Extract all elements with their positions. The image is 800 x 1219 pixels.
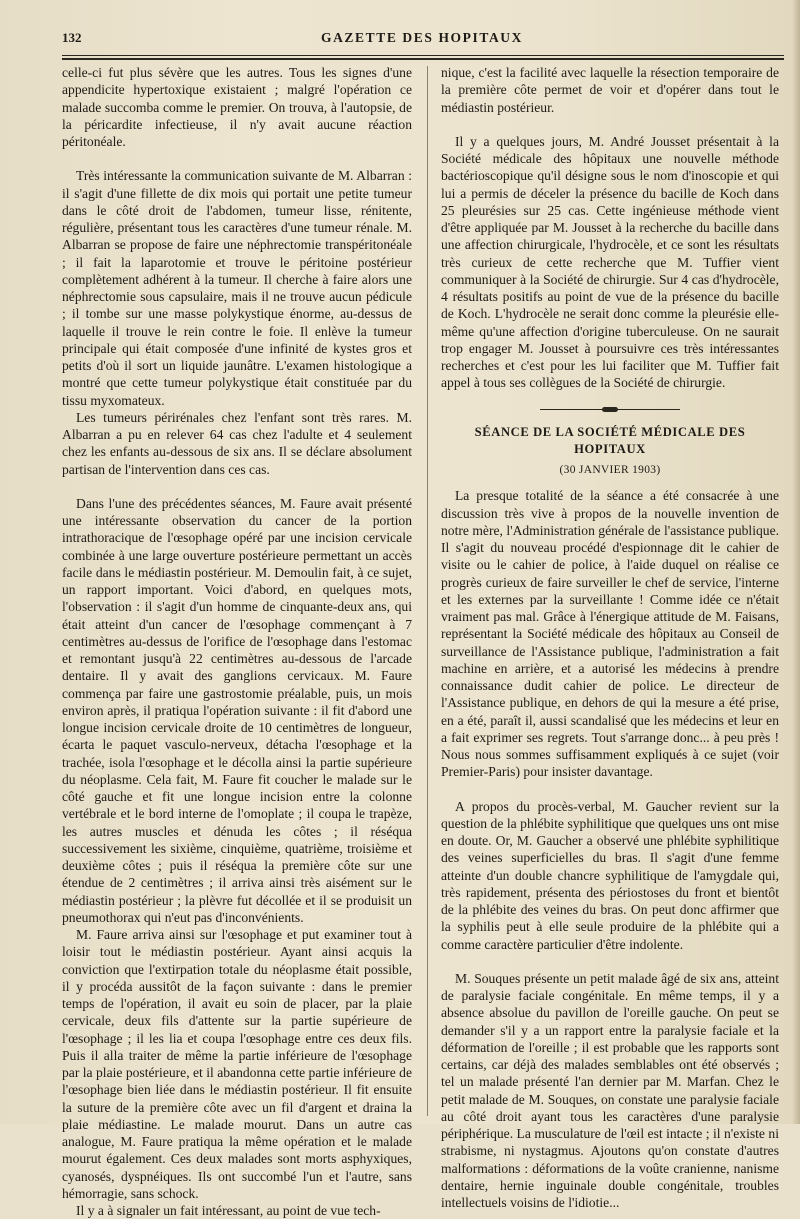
section-date: (30 JANVIER 1903) <box>559 464 661 476</box>
paragraph: Très intéressante la communication suivante de M. Albarran : il s'agit d'une fillette de dix mois qui portait une petite tumeur dans le côté droit de l'abdomen, tumeur lisse, rénitente, régulière, présentant tous les caractères d'une tumeur rénale. M. Albarran se propose de faire une néphrectomie transpéritonéale ; il fait la laparotomie et trouve le péritoine postérieur complètement adhérent à la tumeur. Il cherche à faire alors une néphrectomie sous capsulaire, mais il ne trouve aucun pédicule ; il tombe sur une masse polykystique énorme, au-dessus de laquelle il trouve le rein contre le foie. Il enlève la tumeur principale qui était composée d'une infinité de kystes gros et petits d'où il sort un liquide jaunâtre. L'examen histologique a montré que cette tumeur polykystique était constituée par du tissu myxomateux. <box>62 168 412 408</box>
page-edge-shadow <box>792 0 800 1124</box>
paragraph: M. Souques présente un petit malade âgé de six ans, atteint de paralysie faciale congénitale. En même temps, il y a absence absolue du pavillon de l'oreille gauche. On peut se demander s'il y a un rapport entre la paralysie faciale et la déformation de l'oreille ; il est probable que les rapports sont certains, car déjà des malades semblables ont été observés ; tel un malade présenté l'an dernier par M. Marfan. Chez le petit malade de M. Souques, on constate une paralysie faciale au côté droit ayant tous les caractères d'une paralysie périphérique. La musculature de l'œil est intacte ; il n'existe ni strabisme, ni nystagmus. Ajoutons qu'on constate d'autres malformations : déformations de la voûte cranienne, nanisme dentaire, hernie inguinale double congénitale, troubles intellectuels voisins de l'idiotie... <box>441 970 779 1210</box>
paragraph: nique, c'est la facilité avec laquelle la résection temporaire de la première côte permet de voir et d'opérer dans tout le médiastin postérieur. <box>441 65 779 115</box>
paragraph: Dans l'une des précédentes séances, M. Faure avait présenté une intéressante observation du cancer de la portion intrathoracique de l'œsophage opéré par une incision cervicale combinée à une large ouverture postérieure permettant un accès facile dans le médiastin postérieur. M. Demoulin fait, à ce sujet, un rapport important. Voici d'abord, en quelques mots, l'observation : il s'agit d'un homme de cinquante-deux ans, qui était atteint d'un cancer de l'œsophage commençant à 7 centimètres au-dessus de l'orifice de l'œsophage dans l'estomac et remontant jusqu'à 22 centimètres au-dessous de l'arcade dentaire. Il y avait des ganglions cervicaux. M. Faure commença par faire une gastrostomie préalable, puis, un mois environ après, il pratiqua l'opération suivante : il fit d'abord une longue incision cervicale droite de 10 centimètres de longueur, écarta le paquet vasculo-nerveux, détacha l'œsophage et la trachée, isola l'œsophage et le décolla ainsi la partie supérieure du néoplasme. Cela fait, M. Faure fit coucher le malade sur le côté gauche et fit une longue incision entre la colonne vertébrale et le bord interne de l'omoplate ; il coupa le trapèze, les autres muscles et dénuda les côtes ; il réséqua successivement les sixième, cinquième, quatrième, troisième et deuxième côtes ; puis il réséqua la première côte sur une étendue de 2 centimètres ; il arriva ainsi très aisément sur le médiastin postérieur ; la plèvre fut décollée et il se produisit un pneumothorax qui n'eut pas d'inconvénients. <box>62 495 412 925</box>
paragraph: Les tumeurs périrénales chez l'enfant sont très rares. M. Albarran a pu en relever 64 cas chez l'adulte et 4 seulement chez les enfants au-dessous de six ans. Il se déclare absolument partisan de l'intervention dans ces cas. <box>62 409 412 477</box>
right-paragraph-list-bottom <box>441 487 779 1211</box>
page-number: 132 <box>62 30 82 45</box>
paragraph: A propos du procès-verbal, M. Gaucher revient sur la question de la phlébite syphilitique que quelques uns ont mise en doute. Or, M. Gaucher a observé une phlébite syphilitique des veines superficielles du bras. Il s'agit d'une femme atteinte d'un double chancre syphilitique de l'amygdale qui, très rapidement, présenta des périostoses du front et bientôt de la phlébite des veines du bras. On peut donc affirmer que la syphilis peut à elle seule produire de la phlébite qui a comme caractère particulier d'être indolente. <box>441 798 779 952</box>
header-rule-thick <box>62 58 784 60</box>
right-paragraph-list-top <box>441 64 779 392</box>
page-header <box>62 30 782 50</box>
header-rule <box>62 55 784 56</box>
ornament-dot <box>602 407 618 412</box>
right-column <box>441 64 779 1211</box>
left-paragraph-list <box>62 64 412 1219</box>
paragraph: Il y a quelques jours, M. André Jousset présentait à la Société médicale des hôpitaux une nouvelle méthode bactérioscopique qu'il désigne sous le nom d'inoscopie et qui lui a permis de déceler la présence du bacille de Koch dans 25 pleurésies sur 25 cas. Cette ingénieuse méthode vient d'être appliquée par M. Jousset à la recherche du bacille dans une affection chirurgicale, l'hydrocèle, et ce sont les résultats très curieux de cette recherche que M. Tuffier vient communiquer à la Société de chirurgie. Sur 4 cas d'hydrocèle, 4 résultats positifs au point de vue de la présence du bacille de Koch. L'hydrocèle ne serait donc comme la pleurésie elle-même qu'une affection d'origine tuberculeuse. On ne saurait trop engager M. Jousset à poursuivre ces très intéressantes recherches et c'est pour les lui faciliter que M. Tuffier fait appel à tous ses collègues de la Société de chirurgie. <box>441 133 779 391</box>
running-title: GAZETTE DES HOPITAUX <box>320 30 524 45</box>
paragraph: La presque totalité de la séance a été consacrée à une discussion très vive à propos de la nouvelle invention de notre mère, l'Administration générale de l'assistance publique. Il s'agit du nouveau procédé d'espionnage dit le cahier de visite ou le cahier de police, à l'aide duquel on réalise ce progrès curieux de faire surveiller le chef de service, l'interne et les externes par la surveillante ! Comme idée ce n'était vraiment pas mal. Grâce à l'énergique attitude de M. Faisans, représentant la Société médicale des hôpitaux au Conseil de surveillance de l'Assistance publique, l'administration a fait machine en arrière, et a autorisé les médecins à prendre connaissance dudit cahier de police. Le directeur de l'Assistance publique, en dehors de qui la mesure a été prise, en a été, paraît il, aussi scandalisé que les médecins et leur en a fait exprimer ses regrets. Tout s'arrange donc... à peu près ! Nous nous sommes suffisamment expliqués à ce sujet (voir Premier-Paris) pour insister davantage. <box>441 488 779 780</box>
column-divider <box>427 66 428 1116</box>
section-title: SÉANCE DE LA SOCIÉTÉ MÉDICALE DES HOPITAUX <box>474 424 746 456</box>
paragraph: celle-ci fut plus sévère que les autres. Tous les signes d'une appendicite hypertoxique existaient ; malgré l'opération ce malade succomba comme le premier. On trouva, à l'autopsie, de la péricardite infectieuse, il n'y avait aucune réaction péritonéale. <box>62 65 412 149</box>
section-ornament <box>540 406 680 414</box>
paragraph: Il y a à signaler un fait intéressant, au point de vue tech- <box>76 1203 381 1218</box>
paragraph: M. Faure arriva ainsi sur l'œsophage et put examiner tout à loisir tout le médiastin postérieur. Ayant ainsi acquis la conviction que l'extirpation totale du néoplasme était possible, il y procéda aussitôt de la façon suivante : dans le premier temps de l'opération, il avait eu soin de placer, par la plaie cervicale, deux fils d'attente sur la partie supérieure de l'œsophage ; il les lia et coupa l'œsophage entre ces deux fils. Puis il alla traiter de même la partie inférieure de l'œsophage par la plaie postérieure, et il abandonna cette partie inférieure de l'œsophage bien liée dans le médiastin postérieur. Il fit ensuite la suture de la première côte avec un fil d'argent et draina la plaie médiastine. Le malade mourut. Dans un autre cas analogue, M. Faure pratiqua la même opération et le malade mourut également. Ces deux malades sont morts asphyxiques, cyanosés, dyspnéiques. Ils ont succombé l'un et l'autre, sans hémorragie, sans schock. <box>62 927 412 1201</box>
left-column <box>62 64 412 1219</box>
